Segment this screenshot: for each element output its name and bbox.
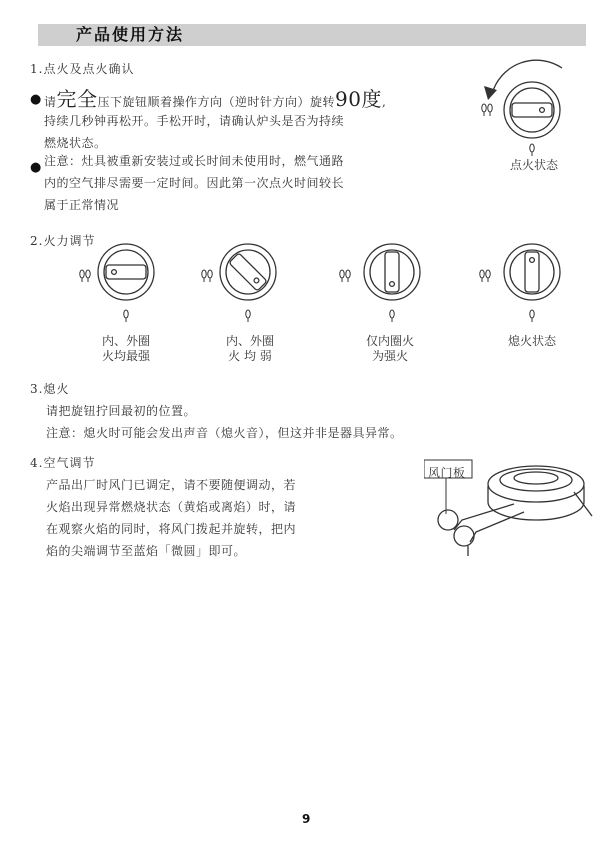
ignition-figure-caption: 点火状态 [509,158,558,172]
ignition-bullet2-line2: 内的空气排尽需要一定时间。因此第一次点火时间较长 [44,176,345,190]
ignition-bullet1-line2: 持续几秒钟再松开。手松开时，请确认炉头是否为持续 [44,114,345,128]
flame-icon [530,144,534,156]
label-box [424,460,472,478]
flame-icon [480,270,490,282]
extinguish-line1: 请把旋钮拧回最初的位置。 [46,404,197,418]
knob-both-weak [196,236,296,336]
flame-icon [246,310,250,322]
page-title: 产品使用方法 [76,25,185,44]
caption-line: 火 均 弱 [228,349,272,363]
air-damper-plate [454,526,474,546]
air-adjust-line2: 火焰出现异常燃烧状态（黄焰或离焰）时，请 [46,500,297,514]
caption-both-strong [86,334,166,364]
section-air-adjust-heading: 4.空气调节 [30,456,96,470]
flame-icon [340,270,350,282]
flame-icon [390,310,394,322]
air-damper-plate [438,510,458,530]
arrow-head-icon [484,86,497,100]
caption-both-weak [210,334,290,364]
bullet-dot: ● [30,92,42,107]
knob-both-strong [74,236,174,336]
knob-inner-only [334,236,434,336]
flame-icon [530,310,534,322]
caption-inner-only [350,334,430,364]
flame-icon [482,104,492,116]
flame-icon [202,270,212,282]
ignition-bullet2-line3: 属于正常情况 [44,198,120,212]
caption-line: 内、外圈 [225,334,274,348]
caption-line: 为强火 [371,349,408,363]
caption-off [492,334,572,349]
ignition-bullet1-mid: 压下旋钮顺着操作方向（逆时针方向）旋转 [97,95,336,109]
ignition-knob-figure [470,56,580,156]
air-damper-label: 风门板 [428,466,466,480]
knob-handle [512,103,552,117]
ignition-bullet1-end: , [381,95,387,109]
caption-line: 内、外圈 [101,334,150,348]
section-fire-adjust-heading: 2.火力调节 [30,234,96,248]
section-ignition-heading: 1.点火及点火确认 [30,62,135,76]
extinguish-line2: 注意：熄火时可能会发出声音（熄火音），但这并非是器具异常。 [46,426,403,440]
caption-line: 熄火状态 [507,334,556,348]
ignition-bullet1-line3: 燃烧状态。 [44,136,107,150]
section-extinguish-heading: 3.熄火 [30,382,70,396]
ignition-bullet1-degree: 90度 [335,87,382,111]
air-adjust-line3: 在观察火焰的同时，将风门拨起并旋转，把内 [46,522,297,536]
flame-icon [80,270,90,282]
ignition-bullet2-line1: 注意：灶具被重新安装过或长时间未使用时，燃气通路 [44,154,345,168]
caption-line: 火均最强 [101,349,150,363]
knob-inner-ring [510,88,554,132]
burner-figure [424,456,594,556]
air-adjust-line1: 产品出厂时风门已调定，请不要随便调动，若 [46,478,297,492]
bullet-dot: ● [30,160,42,175]
knob-marker [540,108,545,113]
caption-line: 仅内圈火 [365,334,414,348]
ignition-bullet1-emphasis: 完全 [56,87,98,111]
page-number: 9 [302,812,311,826]
knob-off [474,236,574,336]
flame-icon [124,310,128,322]
air-adjust-line4: 焰的尖端调节至蓝焰「微圆」即可。 [46,544,247,558]
ignition-bullet1-pre: 请 [44,95,57,109]
